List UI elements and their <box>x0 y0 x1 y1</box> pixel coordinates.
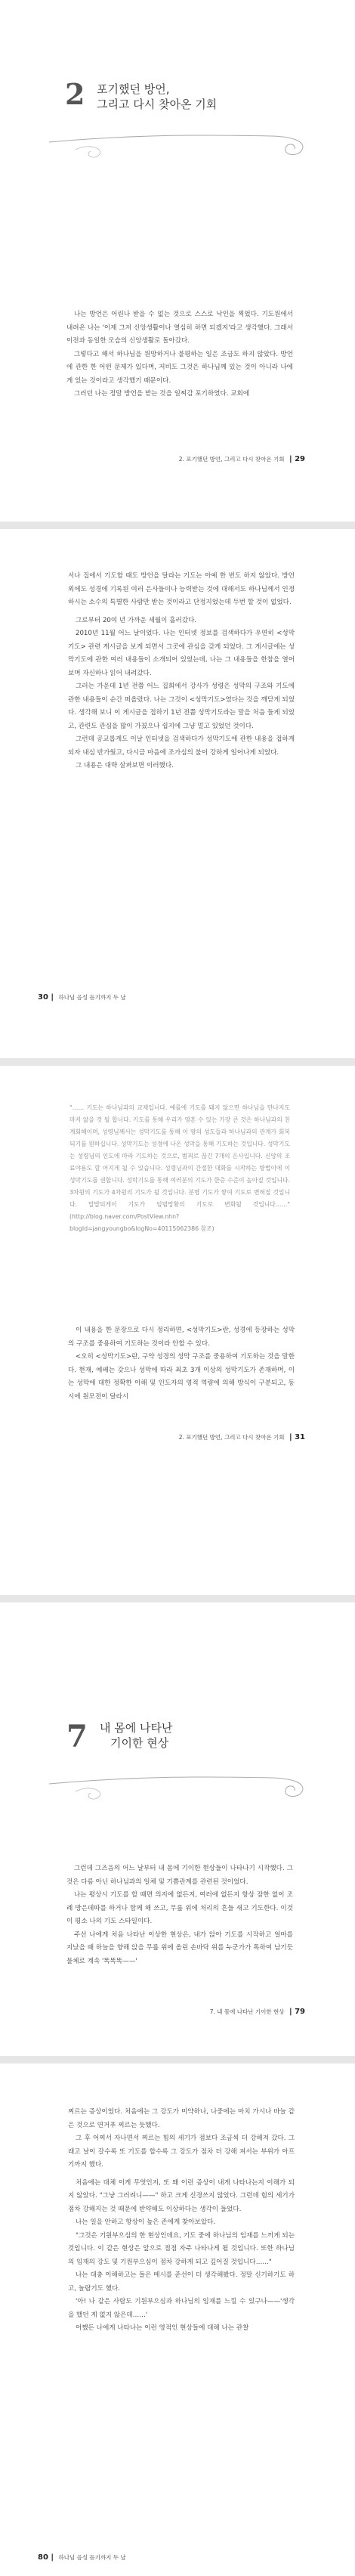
page-footer <box>38 2553 126 2562</box>
page-separator <box>0 1595 355 1602</box>
page-29 <box>0 0 355 522</box>
paragraph: 그 후 어찌서 자나면서 찌르는 힘의 세기가 점보다 조금씩 더 강해져 갔다. 그래고 날이 갈수록 또 기도를 할수록 그 강도가 점차 더 강해 져서는 부위가 아프기까지 했다. <box>68 2135 295 2169</box>
paragraph: 그러는 가운데 1년 전쯤 어느 집회에서 강사가 성령은 성막의 구조와 기도에 관한 내용들이 순간 떠올랐다. 나는 그것이 <성막기도>였다는 것을 깨닫게 되었다. 생각해 보니 이 게시글을 접하기 1년 전쯤 성막기도라는 말을 처음 들게 되었고, 관련도 관심을 많이 가졌으나 쉽지에 그냥 멀고 있었던 것이다. <box>68 683 295 730</box>
page-30 <box>0 529 355 1058</box>
paragraph: 그런데 공교롭게도 이날 인터넷을 검색하다가 성막기도에 관한 내용을 접하게 되자 내심 반가웠고, 다시금 마음에 조가심의 불이 강하게 일어나게 되었다. <box>68 735 295 757</box>
quote-block: "…… 기도는 하나님과의 교제입니다. 예를에 기도를 돼지 않으면 하나님을 만나지도 마지 않을 것 될 합니다. 기도를 통해 우리가 영혼 수 있는 가장 큰 것은 하나님과의 친계회해이며, 성령님께서는 성막기도를 통해 이 땅의 성도들과 하나님과의 관계가 회복되기를 원하십니다. 성막기도는 성경에 나온 성막을 통해 기도하는 것입니다. 성막기도는 성령님의 인도에 따라 기도하는 것으로, 범죄로 끊긴 7개의 은사입니다. 신앙의 조료야용도 할 어지게 될 수 있습니다. 성령님과의 간절한 대화를 시작하는 방법이에 이 성막기도를 권합니다. 성막기도를 통해 여러분의 기도가 한층 수준이 높아질 것입니다. 3차원의 기도가 4차원의 기도가 될 것입니다. 분명 기도가 쌓여 기도로 변혀질 것입니다. 말발되게이 기도가 임범망황의 기도로 변화될 것입니다……"(http://blog.naver.com/PostView.nhn?blogId=jangyoungbo&logNo=40115062386 참조) <box>69 1104 290 1232</box>
paragraph: 나는 방언은 어린나 받을 수 없는 것으로 스스로 낙인을 찍었다. 기도원에서 내려온 나는 '이제 그저 신앙생활이나 열심히 하면 되겠지'라고 생각했다. 그래서 이전과 동일한 모습의 신앙생활로 돌아갔다. <box>66 311 293 345</box>
running-header: 하나님 음성 듣기까지 두 날 <box>58 2554 126 2561</box>
body-text-block <box>68 1324 295 1404</box>
paragraph: 나는 평상시 기도를 할 때면 의지에 없든지, 여러에 없든지 항상 잠한 없이 조례 방은데따를 하거나 함께 해 쓰고, 무릎 위에 처리의 흔들 새고 기도한다. 이것이 평소 나의 기도 스타일이다. <box>66 1891 293 1925</box>
paragraph: 그렇다고 해서 하나님을 원망하거나 불평하는 일은 조금도 하지 않았다. 방언에 관한 한 어떤 문제가 있다며, 저비도 그것은 하나님께 있는 것이 아니라 나에게 있는 것이라고 생각했기 때문이다. <box>66 350 293 385</box>
paragraph: 2010년 11월 어느 날이었다. 나는 인터넷 정보를 검색하다가 우연히 <성막기도> 관련 게시글을 보게 되면서 그곳에 관심을 갖게 되었다. 그 게시글에는 성막기도에 관한 여러 내용들이 소개되어 있었는데, 나는 그 내용들을 한참을 열어보며 자신하나 읽어 내려갔다. <box>68 630 295 677</box>
paragraph: 처음에는 대체 이게 무엇인지, 또 왜 이런 증상이 내게 나타나는지 이해가 되지 않았다. "그냥 그러려니——" 하고 크게 신경쓰지 않았다. 그런데 힘의 세기가 점차 강해지는 것 때문에 반약해도 이상하다는 생각이 들었다. <box>68 2178 295 2213</box>
page-80 <box>0 2064 355 2576</box>
paragraph: 나는 일을 안하고 항상이 높은 존에게 찾아보았다. <box>76 2218 216 2226</box>
paragraph: <오히 <성막기도>란, 구약 성경의 성막 구조를 중용하여 기도하는 것을 말한다. 현재, 예배는 갖으나 성막에 따라 최초 3개 이상의 성막기도가 존재하며, 이는 성막에 대한 정확한 이해 및 인도자의 영적 역량에 의해 방식이 구분되고, 동시에 원모전이 달라시 <box>68 1353 295 1401</box>
body-text-block <box>68 570 295 773</box>
body-text-block <box>68 2106 295 2336</box>
chapter-title <box>97 82 217 113</box>
page-footer <box>38 993 126 1002</box>
running-header: 2. 포기했던 방언, 그리고 다시 찾아온 기회 <box>178 1434 285 1441</box>
paragraph: '아! 나 같은 사람도 기원부으심과 하나님의 임재를 느낄 수 있구나——'생각을 했던 게 없지 않은데……' <box>68 2298 295 2319</box>
decorative-swirl-icon <box>45 1754 317 1807</box>
paragraph: 이 내용을 한 문장으로 다시 정리하면, <성막기도>란, 성경에 등장하는 성막의 구조를 중용하여 기도하는 것이라 안할 수 있다. <box>68 1327 295 1348</box>
paragraph: 그 내용은 대략 살펴보면 이러했다. <box>76 762 174 769</box>
page-separator <box>0 2056 355 2064</box>
chapter-title-line1: 포기했던 방언, <box>97 82 170 96</box>
chapter-number: 7 <box>66 1719 88 1754</box>
chapter-title-line1: 내 몸에 나타난 <box>100 1721 173 1735</box>
paragraph: 그런데 그즈음의 어느 날부터 내 몸에 기이한 현상들이 나타나기 시작했다. 그것은 다름 아닌 하나님과의 일체 및 기쁨관계를 관련된 것이었다. <box>66 1865 293 1886</box>
page-79 <box>0 1602 355 2056</box>
paragraph: 그러던 나는 정말 방언을 받는 것을 일찌감 포기하였다. 교회에 <box>74 390 250 398</box>
page-footer <box>179 1433 305 1441</box>
paragraph: "그것은 기원부으심의 한 현상인데요, 기도 중에 하나님의 임재를 느끼게 되는 것입니다. 이 같은 현상은 앞으로 점점 자주 나타나게 될 것입니다. 또한 하나님의 임재의 강도 및 기원부으심이 점차 강하게 되고 깊어질 것입니다……" <box>68 2231 295 2266</box>
running-header: 하나님 음성 듣기까지 두 날 <box>58 994 126 1001</box>
page-number: | 31 <box>289 1433 305 1441</box>
paragraph: 찌르는 증상이었다. 처음에는 그 강도가 미약하나, 나중에는 마치 가시나 바늘 같은 것으로 연거푸 찌르는 듯했다. <box>68 2108 295 2129</box>
chapter-title <box>100 1720 172 1751</box>
page-footer <box>210 2008 305 2016</box>
chapter-number: 2 <box>65 77 85 111</box>
paragraph: 주선 나에게 처음 나타난 이상한 현상은, 내가 앉아 기도를 시작하고 얼마를 지났을 때 하늘을 향해 앉을 무릎 위에 올린 손바닥 위를 누군가가 톡하여 남기듯 물체로 계속 '똑똑똑——' <box>66 1930 293 1965</box>
paragraph: 그로부터 20여 년 가까운 세월이 흘러갔다. <box>76 616 197 624</box>
page-separator <box>0 522 355 529</box>
page-number: 30 | <box>38 993 54 1002</box>
page-31 <box>0 1066 355 1595</box>
page-number: 80 | <box>38 2553 54 2562</box>
running-header: 2. 포기했던 방언, 그리고 다시 찾아온 기회 <box>178 456 285 463</box>
page-footer <box>179 455 305 463</box>
running-header: 7. 내 몸에 나타난 기이한 현상 <box>209 2008 285 2015</box>
page-number: | 79 <box>289 2008 305 2016</box>
page-number: | 29 <box>289 455 305 463</box>
paragraph: 어쨌든 나에게 나타나는 이런 영적인 현상들에 대해 나는 관찰 <box>76 2324 249 2332</box>
body-text-block <box>66 308 293 401</box>
paragraph: 서나 집에서 기도할 때도 방언을 달라는 기도는 아예 한 번도 하지 않았다. 방언 외에도 성경에 기록된 여러 은사들이나 능력받는 것에 대해서도 하나님께서 인정하시는 소수의 특별한 사람만 받는 것이라고 단정지었는데 두번 할 것이 없었다. <box>68 572 295 606</box>
chapter-title-line2: 기이한 현상 <box>110 1736 169 1751</box>
paragraph: 나는 대충 이해하고는 들은 메시를 준선이 더 생각해봤다. 정말 신기하기도 하고, 놀랍기도 했다. <box>68 2271 295 2293</box>
chapter-title-line2: 그리고 다시 찾아온 기회 <box>97 98 218 112</box>
decorative-swirl-icon <box>45 112 317 165</box>
page-separator <box>0 1058 355 1066</box>
body-text-block <box>66 1862 293 1968</box>
